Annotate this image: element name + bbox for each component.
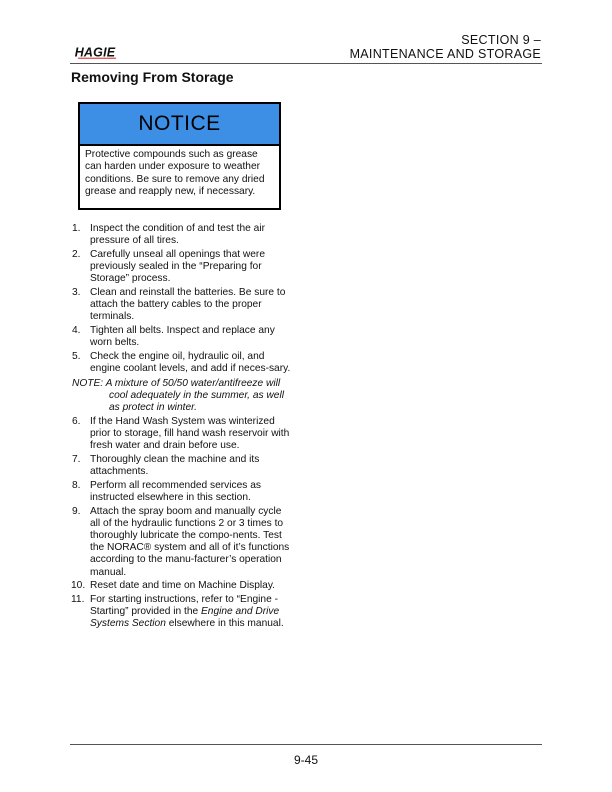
list-item bbox=[72, 454, 294, 478]
list-item bbox=[72, 287, 294, 324]
list-item bbox=[72, 249, 294, 286]
section-header-line1: SECTION 9 – bbox=[461, 33, 541, 47]
step-number: 7. bbox=[72, 454, 81, 465]
step-number: 1. bbox=[72, 223, 81, 234]
step-number: 8. bbox=[72, 479, 81, 491]
step-text: If the Hand Wash System was winterized prior to storage, fill hand wash reservoir with fresh water and drain before use. bbox=[90, 416, 290, 452]
footer-divider bbox=[70, 744, 542, 745]
list-item bbox=[72, 351, 294, 375]
hagie-logo bbox=[72, 44, 118, 59]
notice-header-band bbox=[80, 104, 279, 146]
step-text: Thoroughly clean the machine and its attachments. bbox=[90, 454, 260, 478]
list-item bbox=[72, 594, 294, 631]
list-item bbox=[72, 506, 294, 579]
note-text: NOTE: A mixture of 50/50 water/antifreeze will cool adequately in the summer, as well as protect in winter. bbox=[72, 378, 284, 414]
step-text: Carefully unseal all openings that were previously sealed in the “Preparing for Storage” process. bbox=[90, 248, 265, 285]
step-text: Attach the spray boom and manually cycle all of the hydraulic functions 2 or 3 times to thoroughly lubricate the compo-nents. Test the NORAC® system and all of it’s functions according to the manu-facturer’s operation manual. bbox=[90, 505, 290, 578]
step-number: 4. bbox=[72, 324, 81, 336]
step-text-part1: For starting instructions, refer to “Engine - Starting” provided in the bbox=[90, 593, 278, 617]
step-text: Check the engine oil, hydraulic oil, and engine coolant levels, and add if neces-sary. bbox=[90, 350, 291, 374]
notice-body: Protective compounds such as grease can harden under exposure to weather conditions. Be sure to remove any dried grease and reapply new, if necessary. bbox=[85, 149, 265, 197]
step-number: 3. bbox=[72, 286, 81, 298]
list-item bbox=[72, 416, 294, 453]
step-text-section-reference: Engine and Drive Systems Section bbox=[90, 606, 280, 630]
step-text: Perform all recommended services as instructed elsewhere in this section. bbox=[90, 479, 261, 503]
step-number: 9. bbox=[72, 505, 81, 517]
hagie-logo-text: HAGIE bbox=[74, 45, 116, 59]
list-item bbox=[72, 480, 294, 504]
section-header-line2: MAINTENANCE AND STORAGE bbox=[349, 47, 541, 61]
notice-box bbox=[78, 102, 281, 210]
step-text: Reset date and time on Machine Display. bbox=[90, 580, 275, 592]
list-item bbox=[72, 223, 294, 247]
step-text: Tighten all belts. Inspect and replace any worn belts. bbox=[90, 324, 275, 348]
list-item bbox=[72, 580, 294, 592]
page-title: Removing From Storage bbox=[71, 69, 234, 85]
header-divider bbox=[70, 63, 542, 64]
step-text: Clean and reinstall the batteries. Be sure to attach the battery cables to the proper terminals. bbox=[90, 286, 286, 323]
notice-title: NOTICE bbox=[135, 112, 223, 136]
page-number: 9-45 bbox=[293, 753, 319, 767]
section-header bbox=[350, 33, 541, 61]
antifreeze-note bbox=[72, 378, 294, 415]
list-item bbox=[72, 325, 294, 349]
step-number: 11. bbox=[71, 593, 85, 605]
step-number: 2. bbox=[72, 248, 81, 260]
step-text-part3: elsewhere in this manual. bbox=[165, 618, 284, 630]
removal-steps-list bbox=[72, 223, 294, 632]
step-number: 6. bbox=[72, 416, 81, 427]
step-number: 5. bbox=[72, 350, 81, 362]
step-text: Inspect the condition of and test the air pressure of all tires. bbox=[90, 223, 265, 247]
step-number: 10. bbox=[71, 580, 86, 592]
